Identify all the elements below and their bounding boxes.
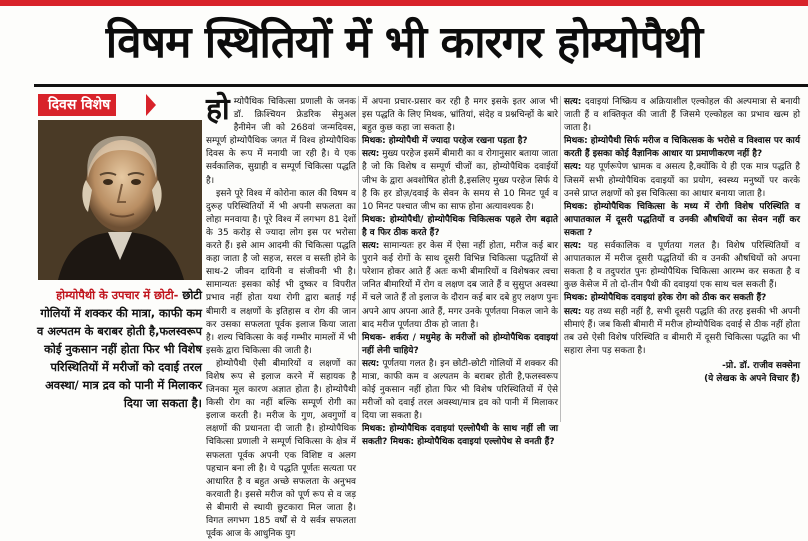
- myth-question: मिथक: होम्योपैथी सिर्फ मरीज व चिकित्सक के भरोसे व विश्वास पर कार्य करती हैं इसका कोई वैज्ञानिक आधार या प्रमाणीकरण नहीं है?: [564, 136, 800, 160]
- section-tag: दिवस विशेष: [38, 94, 116, 116]
- column-divider: [358, 96, 359, 422]
- paragraph: होम्योपैथी ऐसी बीमारियों व लक्षणों का विशेष रूप से इलाज करने में सहायक है जिनका मूल कारण अज्ञात होता है। होम्योपैथी किसी रोग का नहीं बल्कि सम्पूर्ण रोगी का इलाज करती है। मरीज के गुण, अवगुणों व लक्षणों की प्रधानता दी जाती है। होम्योपैथिक चिकित्सा प्रणाली ने सम्पूर्ण चिकित्सा के क्षेत्र में सफलता पूर्वक अपनी एक विशिष्ट व अलग पहचान बना ली है। ये पद्धति पूर्णतः सत्यता पर आधारित है व बहुत अच्छे सफलता के अनुभव करवाती है। इससे मरीज को पूर्ण रूप से व जड़ से बीमारी से स्थायी छुटकारा मिल जाता है। विगत लगभग 185 वर्षों से ये सर्वत्र सफलता पूर्वक आज के आधुनिक युग: [206, 358, 356, 540]
- myth-question: मिथक: होम्योपैथी में ज्यादा परहेज रखना पड़ता है?: [362, 136, 528, 147]
- paragraph: में अपना प्रचार-प्रसार कर रही है मगर इसके इतर आज भी इस पद्धति के लिए मिथक, भ्रांतियां, संदेह व प्रश्नचिन्हों के बारे बहुत कुछ कहा जा सकता है।: [362, 97, 558, 134]
- portrait-photo: [38, 120, 202, 280]
- photo-caption: [34, 286, 202, 412]
- truth-answer: सत्य: यह सर्वकालिक व पूर्णतया गलत है। विशेष परिस्थितियों व आपातकाल में मरीज दूसरी पद्धतियों की व उनकी औषधियों को अपना सकता है व तदुपरांत पुनः होम्योपैथिक चिकित्सा आरम्भ कर सकता है व कुछ केसेज में तो दो-तीन पैथी की दवाइयां एक साथ चल सकती हैं।: [564, 241, 800, 291]
- author-note: (ये लेखक के अपने विचार हैं): [704, 373, 800, 384]
- paragraph: इसने पूरे विश्व में कोरोना काल की विषम व दुरूह परिस्थितियों में भी अपनी सफलता का लोहा मनवाया है। पूरे विश्व में लगभग 81 देशों के 35 करोड़ से ज्यादा लोग इस पर भरोसा करते हैं। इसे आम आदमी की चिकित्सा पद्धति कहा जाता है जो सहज, सरल व सस्ती होने के साथ-2 जीवन दायिनी व संजीवनी भी है। सामान्यतः इसका कोई भी दुष्कर व विपरीत प्रभाव नहीं होता यथा रोगी द्वारा बताई गई बीमारी व लक्षणों के इतिहास व रोग की जान कर उसका सफलता पूर्वक इलाज किया जाता है। शल्य चिकित्सा के कई गम्भीर मामलों में भी इसके द्वारा चिकित्सा की जाती है।: [206, 188, 356, 356]
- headline: विषम स्थितियों में भी कारगर होम्योपैथी: [105, 17, 703, 68]
- lead-paragraph: होम्योपैथिक चिकित्सा प्रणाली के जनक डॉ. क्रिश्चियन फ्रेडरिक सेमुअल हैनीमेन जी को 268वां जन्मदिवस, सम्पूर्ण होम्योपैथिक जगत में विश्व होम्योपैथिक दिवस के रूप में मनायी जा रही है। ये एक सर्वकालिक, सुग्राही व सम्पूर्ण चिकित्सा पद्धति है।: [206, 92, 356, 186]
- truth-answer: सत्य: पूर्णतया गलत है। इन छोटी-छोटी गोलियों में शक्कर की मात्रा, काफी कम व अल्पतम के बराबर होती है,फलस्वरूप कोई नुकसान नहीं होता फिर भी विशेष परिस्थितियों में ऐसे मरीजों को दवाई तरल अवस्था/मात्र द्रव को पानी में मिलाकर दिया जा सकता है।: [362, 358, 558, 422]
- drop-cap: हो: [206, 92, 230, 127]
- truth-answer: सत्य: यह पूर्णरूपेण भ्रामक व असत्य है,क्योंकि ये ही एक मात्र पद्धति है जिसमें सभी होम्योपैथिक दवाइयों का प्रयोग, स्वस्थ्य मनुष्यों पर करके उनसे प्राप्त लक्षणों को इस चिकित्सा का आधार बनाया जाता है।: [564, 162, 801, 199]
- top-red-bar: [0, 0, 808, 6]
- headline-rule: [34, 84, 808, 87]
- myth-question: मिथक- शर्करा / मधुमेह के मरीजों को होम्योपैथिक दवाइयां नहीं लेनी चाहिये?: [362, 332, 558, 356]
- myth-question: मिथक: होम्योपैथिक दवाइयां हरेक रोग को ठीक कर सकती हैं?: [564, 293, 767, 304]
- author-byline: -प्रो. डॉ. राजीव सक्सेना: [722, 360, 800, 371]
- truth-answer: सत्य: यह तथ्य सही नहीं है, सभी दूसरी पद्धति की तरह इसकी भी अपनी सीमाएं हैं। जब किसी बीमारी में मरीज होम्योपैथिक दवाई से ठीक नहीं होता तब उसे ऐसी विशेष परिस्थिति व बीमारी में दूसरी चिकित्सा पद्धति का भी सहारा लेना पड़ सकता है।: [564, 306, 800, 356]
- truth-answer: सत्य: दवाइयां निष्क्रिय व अक्रियाशील एल्कोहल की अल्पमात्रा से बनायी जाती हैं व शक्तिकृत की जाती हैं जिसमे एल्कोहल का प्रभाव खत्म हो जाता है।: [564, 97, 800, 134]
- portrait-illustration: [38, 120, 202, 280]
- myth-question: मिथक: होम्योपैथिक दवाइयां एल्लोपैथी के साथ नहीं ली जा सकती? मिथक: होम्योपैथिक दवाइयां एल्लोपेथ से वनती हैं?: [362, 424, 558, 448]
- myth-question: मिथक: होम्योपैथिक चिकित्सा के मध्य में रोगी विशेष परिस्थिति व आपातकाल में दूसरी पद्धतियों व उनकी औषधियों का सेवन नहीं कर सकता ?: [564, 201, 800, 238]
- caption-highlight: होम्योपैथी के उपचार में छोटी-: [56, 288, 179, 302]
- article-column-2: [362, 96, 559, 448]
- section-tag-arrow: [146, 94, 156, 116]
- column-divider: [560, 96, 561, 422]
- truth-answer: सत्य: सामान्यतः हर केस में ऐसा नहीं होता, मरीज कई बार पुराने कई रोगों के साथ दूसरी विभिन्न चिकित्सा पद्धतियों से परेशान होकर आते हैं अतः कभी बीमारियों व विशेषकर त्वचा जनित बीमारियों में रोग व लक्षण दब जाते हैं व सुसुप्त अवस्था में चले जाते हैं तो इलाज के दौरान कई बार दबे हुए लक्षण पुनः अपने आप अपना आते हैं, मगर उनके पूर्णतया निकल जाने के बाद मरीज पूर्णतया ठीक हो जाता है।: [362, 241, 559, 330]
- caption-text: छोटी गोलियों में शक्कर की मात्रा, काफी कम व अल्पतम के बराबर होती है,फलस्वरूप कोई नुकसान नहीं होता फिर भी विशेष परिस्थितियों में मरीजों को दवाई तरल अवस्था/ मात्र द्रव को पानी में मिलाकर दिया जा सकता है।: [37, 288, 202, 410]
- myth-question: मिथक: होम्योपैथी/ होम्योपैथिक चिकित्सक पहले रोग बढ़ाते है व फिर ठीक करते हैं?: [362, 214, 558, 238]
- article-column-1: [206, 92, 356, 540]
- article-column-3: [564, 96, 800, 422]
- truth-answer: सत्य: मुख्य परहेज इसमें बीमारी का व रोगानुसार बताया जाता है जो कि विशेष व सम्पूर्ण चीजों का, होम्योपैथिक दवाईयों जीभ के द्वारा अवशोषित होती है,इसलिए मुख्य परहेज सिर्फ ये है कि हर डोज़/दवाई के सेवन के समय से 10 मिनट पूर्व व 10 मिनट पश्चात जीभ का साफ होना अत्यावश्यक है।: [362, 149, 558, 212]
